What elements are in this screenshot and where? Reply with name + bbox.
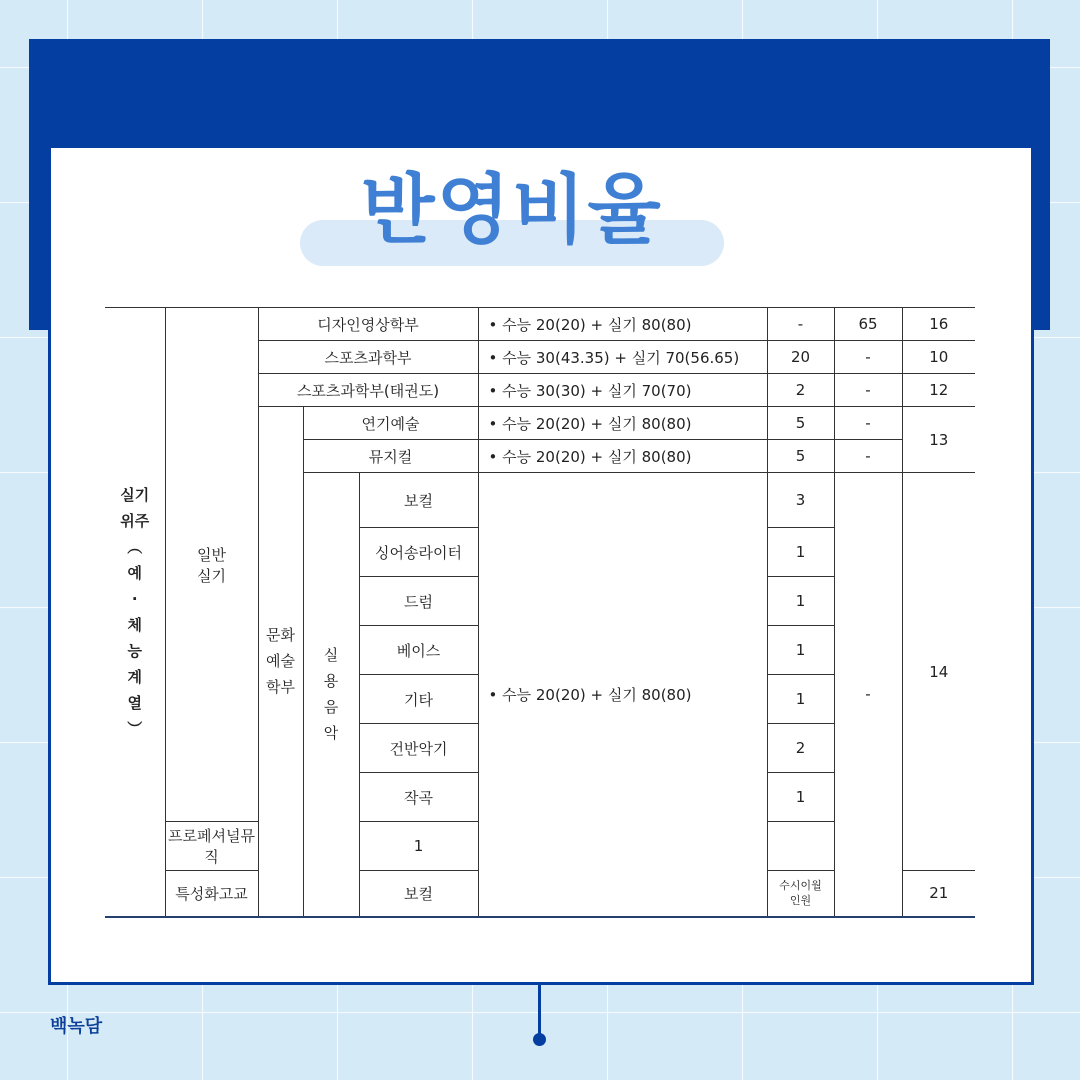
applied-music-cell (303, 473, 359, 917)
count-cell: 2 (767, 724, 834, 773)
count-cell: - (767, 308, 834, 341)
count-cell: 1 (767, 626, 834, 675)
count-cell: 65 (834, 308, 902, 341)
music-major-cell: 건반악기 (359, 724, 478, 773)
count-cell: 5 (767, 440, 834, 473)
connector-dot (533, 1033, 546, 1046)
count-cell: 3 (767, 473, 834, 528)
music-major-cell: 프로페셔널뮤직 (165, 822, 258, 871)
carryover-label (779, 878, 822, 908)
count-cell: 2 (767, 374, 834, 407)
count-cell: 21 (902, 871, 975, 917)
major-cell: 뮤지컬 (303, 440, 478, 473)
general-practical-label: 일반 실기 (197, 545, 226, 585)
major-cell: 디자인영상학부 (258, 308, 478, 341)
count-cell: 12 (902, 374, 975, 407)
arts-dept-label: 문화 예술 학부 (266, 626, 295, 697)
formula-cell: • 수능 30(43.35) + 실기 70(56.65) (478, 341, 767, 374)
count-cell: 14 (902, 473, 975, 871)
carryover-line2: 인원 (789, 894, 812, 908)
music-major-cell: 기타 (359, 675, 478, 724)
music-major-cell: 작곡 (359, 773, 478, 822)
count-cell: 1 (767, 773, 834, 822)
count-cell: 1 (359, 822, 478, 871)
formula-cell: • 수능 30(30) + 실기 70(70) (478, 374, 767, 407)
special-school-cell: 특성화고교 (165, 871, 258, 917)
count-cell: - (834, 341, 902, 374)
brand-label: 백녹담 (50, 1016, 103, 1037)
major-cell: 연기예술 (303, 407, 478, 440)
formula-cell: • 수능 20(20) + 실기 80(80) (478, 407, 767, 440)
count-cell: - (834, 374, 902, 407)
music-major-cell: 드럼 (359, 577, 478, 626)
applied-music-label: 실 용 음 악 (323, 646, 339, 743)
count-cell: - (834, 407, 902, 440)
major-cell: 스포츠과학부(태권도) (258, 374, 478, 407)
count-cell: 1 (767, 528, 834, 577)
music-major-cell: 싱어송라이터 (359, 528, 478, 577)
count-cell: 13 (902, 407, 975, 473)
count-cell: - (834, 473, 902, 917)
music-major-cell: 보컬 (359, 473, 478, 528)
count-cell: 1 (767, 577, 834, 626)
count-cell: - (834, 440, 902, 473)
formula-cell: • 수능 20(20) + 실기 80(80) (478, 473, 767, 917)
major-cell: 스포츠과학부 (258, 341, 478, 374)
category-label: 실기 위주 ︵ 예 · 체 능 계 열 ︶ (120, 485, 150, 738)
ratio-table (105, 307, 975, 918)
arts-dept-cell (258, 407, 303, 917)
formula-cell: • 수능 20(20) + 실기 80(80) (478, 308, 767, 341)
formula-cell: • 수능 20(20) + 실기 80(80) (478, 440, 767, 473)
music-major-cell: 베이스 (359, 626, 478, 675)
carryover-cell (767, 871, 834, 917)
connector-line (538, 985, 541, 1035)
count-cell: 1 (767, 675, 834, 724)
count-cell: 10 (902, 341, 975, 374)
count-cell: 5 (767, 407, 834, 440)
general-practical-cell (165, 308, 258, 822)
count-cell: 20 (767, 341, 834, 374)
music-major-cell: 보컬 (359, 871, 478, 917)
page-title: 반영비율 (361, 165, 663, 254)
carryover-line1: 수시이월 (779, 879, 822, 893)
count-cell: 16 (902, 308, 975, 341)
category-cell (105, 308, 165, 917)
